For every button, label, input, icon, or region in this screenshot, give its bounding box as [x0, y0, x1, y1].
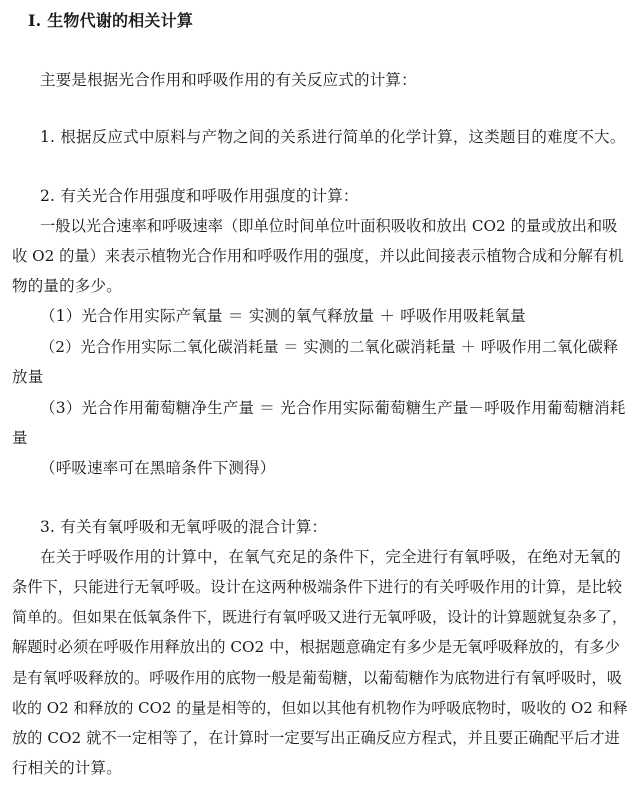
- section-3-title: 3. 有关有氧呼吸和无氧呼吸的混合计算：: [40, 518, 328, 536]
- section-2-para-line-1: 一般以光合速率和呼吸速率（即单位时间单位叶面积吸收和放出 CO2 的量或放出和吸: [40, 217, 618, 235]
- section-3-para-line-7: 放的 CO2 就不一定相等了，在计算时一定要写出正确反应方程式，并且要正确配平后才进: [12, 729, 620, 747]
- section-3-para-line-1: 在关于呼吸作用的计算中，在氧气充足的条件下，完全进行有氧呼吸，在绝对无氧的: [40, 548, 621, 566]
- section-3-para-line-2: 条件下，只能进行无氧呼吸。设计在这两种极端条件下进行的有关呼吸作用的计算，是比较: [12, 578, 622, 596]
- section-2-title: 2. 有关光合作用强度和呼吸作用强度的计算：: [40, 187, 359, 205]
- section-3-para-line-4: 解题时必须在呼吸作用释放出的 CO2 中，根据题意确定有多少是无氧呼吸释放的，有多少: [12, 638, 620, 656]
- section-3-para-line-8: 行相关的计算。: [12, 759, 122, 777]
- section-2-para-line-2: 收 O2 的量）来表示植物光合作用和呼吸作用的强度，并以此间接表示植物合成和分解有机: [12, 247, 624, 265]
- heading: Ⅰ. 生物代谢的相关计算: [28, 11, 194, 30]
- note-text: （呼吸速率可在黑暗条件下测得）: [40, 459, 276, 477]
- formula-2-line-1: （2）光合作用实际二氧化碳消耗量 ＝ 实测的二氧化碳消耗量 ＋ 呼吸作用二氧化碳释: [40, 338, 619, 356]
- formula-2-line-2: 放量: [12, 368, 44, 386]
- formula-1: （1）光合作用实际产氧量 ＝ 实测的氧气释放量 ＋ 呼吸作用吸耗氧量: [40, 307, 526, 325]
- section-3-para-line-3: 简单的。但如果在低氧条件下，既进行有氧呼吸又进行无氧呼吸，设计的计算题就复杂多了，: [12, 608, 628, 626]
- section-3-para-line-6: 收的 O2 和释放的 CO2 的量是相等的，但如以其他有机物作为呼吸底物时，吸收的 O2 和释: [12, 699, 628, 717]
- section-3-para-line-5: 是有氧呼吸释放的。呼吸作用的底物一般是葡萄糖，以葡萄糖作为底物进行有氧呼吸时，吸: [12, 669, 622, 687]
- section-2-para-line-3: 物的量的多少。: [12, 277, 122, 295]
- intro-text: 主要是根据光合作用和呼吸作用的有关反应式的计算：: [40, 71, 417, 89]
- formula-3-line-1: （3）光合作用葡萄糖净生产量 ＝ 光合作用实际葡萄糖生产量－呼吸作用葡萄糖消耗: [40, 399, 626, 417]
- formula-3-line-2: 量: [12, 429, 28, 447]
- section-1-text: 1. 根据反应式中原料与产物之间的关系进行简单的化学计算，这类题目的难度不大。: [40, 128, 626, 146]
